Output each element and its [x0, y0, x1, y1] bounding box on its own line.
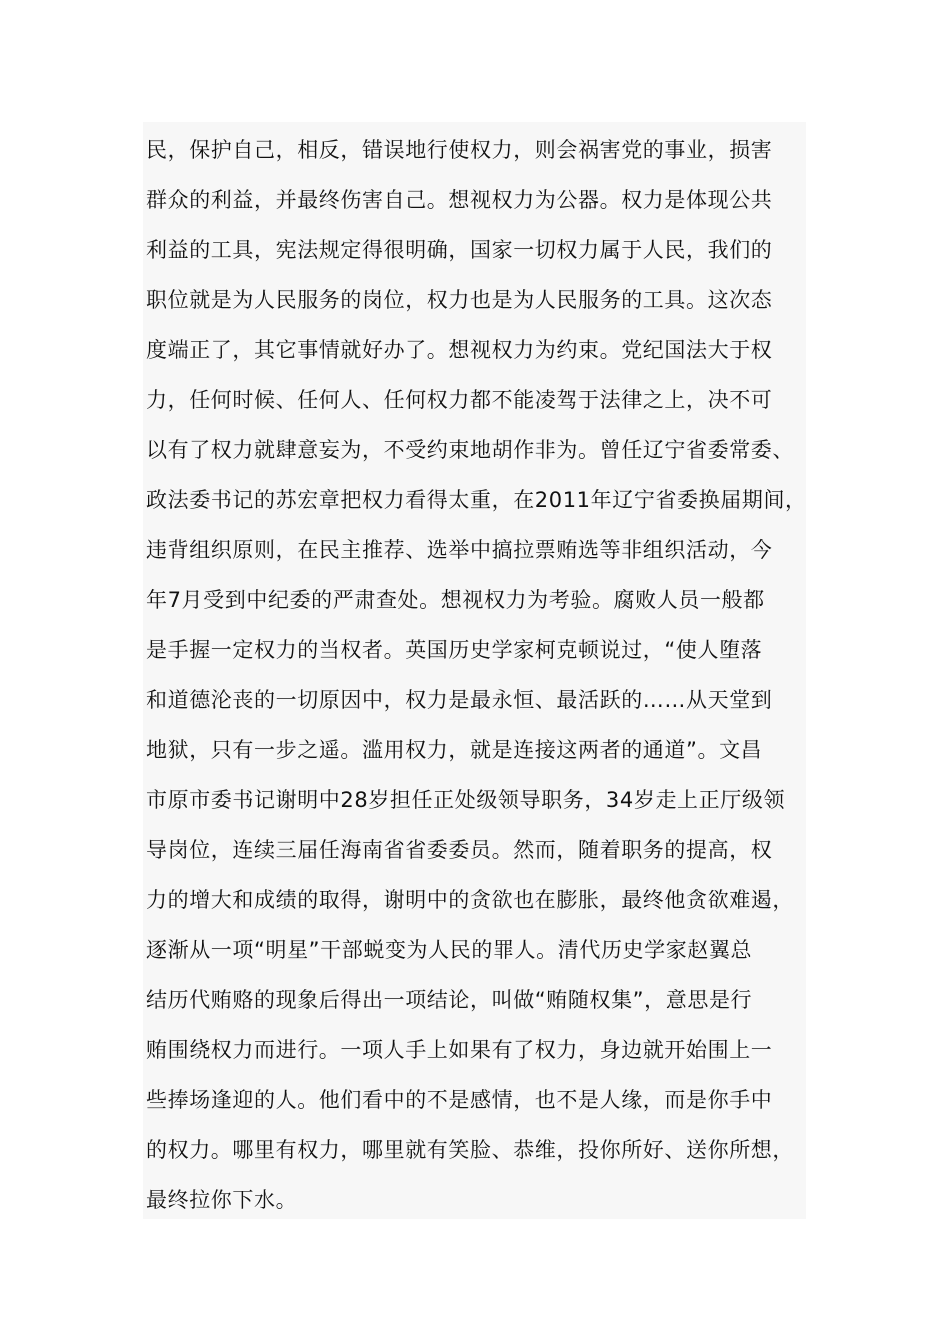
- text-line: 政法委书记的苏宏章把权力看得太重，在2011年辽宁省委换届期间，: [146, 488, 807, 512]
- text-line: 导岗位，连续三届任海南省省委委员。然而，随着职务的提高，权: [146, 838, 773, 862]
- text-line: 是手握一定权力的当权者。英国历史学家柯克顿说过，“使人堕落: [146, 638, 763, 662]
- text-line: 群众的利益，并最终伤害自己。想视权力为公器。权力是体现公共: [146, 188, 773, 212]
- text-line: 年7月受到中纪委的严肃查处。想视权力为考验。腐败人员一般都: [146, 588, 765, 612]
- text-line: 力的增大和成绩的取得，谢明中的贪欲也在膨胀，最终他贪欲难遏，: [146, 888, 794, 912]
- text-line: 职位就是为人民服务的岗位，权力也是为人民服务的工具。这次态: [146, 288, 773, 312]
- text-line: 贿围绕权力而进行。一项人手上如果有了权力，身边就开始围上一: [146, 1038, 773, 1062]
- text-line: 和道德沦丧的一切原因中，权力是最永恒、最活跃的……从天堂到: [146, 688, 773, 712]
- text-line: 度端正了，其它事情就好办了。想视权力为约束。党纪国法大于权: [146, 338, 773, 362]
- text-line: 市原市委书记谢明中28岁担任正处级领导职务，34岁走上正厅级领: [146, 788, 786, 812]
- text-line: 利益的工具，宪法规定得很明确，国家一切权力属于人民，我们的: [146, 238, 773, 262]
- text-line: 的权力。哪里有权力，哪里就有笑脸、恭维，投你所好、送你所想，: [146, 1138, 794, 1162]
- text-line: 逐渐从一项“明星”干部蜕变为人民的罪人。清代历史学家赵翼总: [146, 938, 753, 962]
- text-line: 以有了权力就肆意妄为，不受约束地胡作非为。曾任辽宁省委常委、: [146, 438, 794, 462]
- text-line: 力，任何时候、任何人、任何权力都不能凌驾于法律之上，决不可: [146, 388, 773, 412]
- text-line: 民，保护自己，相反，错误地行使权力，则会祸害党的事业，损害: [146, 138, 773, 162]
- text-line: 违背组织原则，在民主推荐、选举中搞拉票贿选等非组织活动，今: [146, 538, 773, 562]
- text-line: 地狱，只有一步之遥。滥用权力，就是连接这两者的通道”。文昌: [146, 738, 763, 762]
- text-line: 些捧场逢迎的人。他们看中的不是感情，也不是人缘，而是你手中: [146, 1088, 773, 1112]
- text-line: 最终拉你下水。: [146, 1188, 298, 1212]
- text-line: 结历代贿赂的现象后得出一项结论，叫做“贿随权集”，意思是行: [146, 988, 753, 1012]
